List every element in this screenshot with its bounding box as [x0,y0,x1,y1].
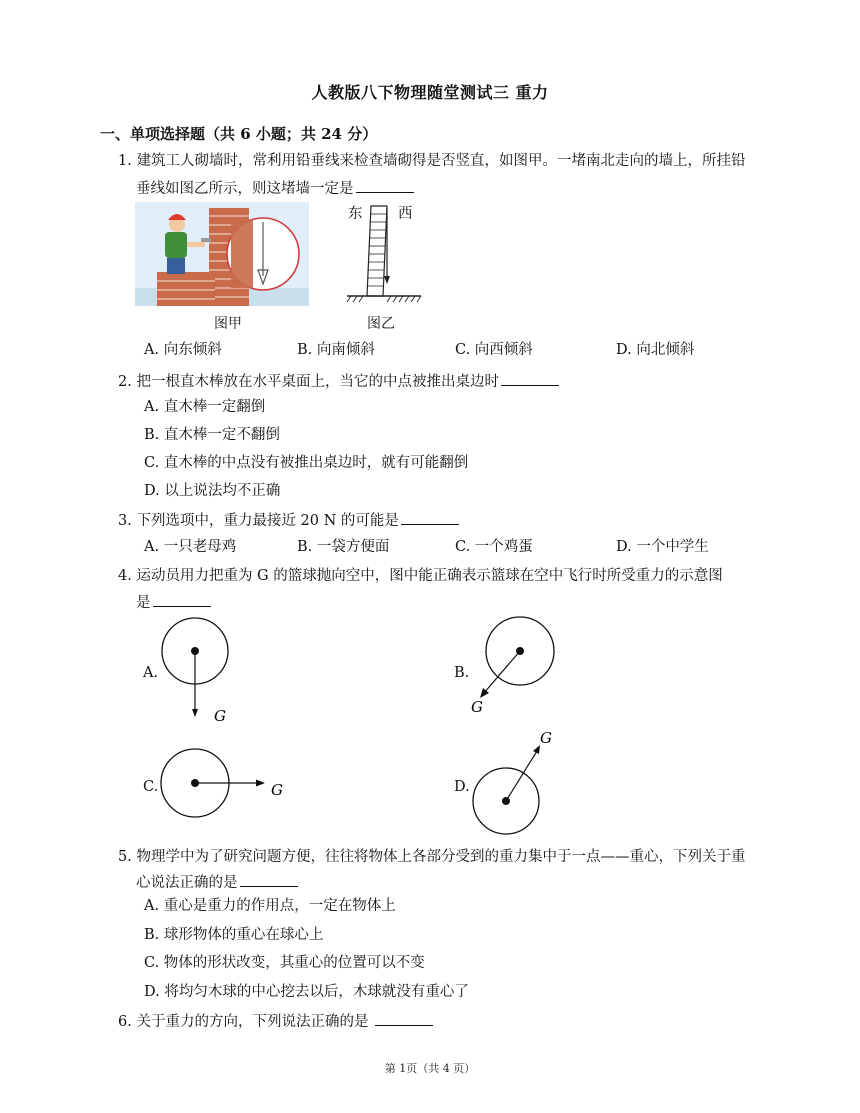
q1-line-2 [136,178,414,199]
q3-stem: 3. 下列选项中，重力最接近 20 N 的可能是 [118,513,399,529]
gravity-label: G [214,707,226,725]
gravity-label: G [471,698,483,716]
q5-option-a[interactable]: A. 重心是重力的作用点，一定在物体上 [144,898,396,914]
figure-yi-caption: 图乙 [367,316,395,332]
answer-blank [501,371,559,386]
answer-blank [240,872,298,887]
q4-line-2 [136,592,211,613]
q5-option-c[interactable]: C. 物体的形状改变，其重心的位置可以不变 [144,955,425,971]
q4-diagram-d[interactable] [470,727,570,839]
q4-label-c[interactable]: C. [143,779,159,795]
gravity-label: G [540,729,552,747]
q4-diagram-a[interactable] [158,615,248,725]
q2-option-a[interactable]: A. 直木棒一定翻倒 [144,399,266,415]
east-label: 东 [348,206,363,222]
q2-option-c[interactable]: C. 直木棒的中点没有被推出桌边时，就有可能翻倒 [144,455,469,471]
answer-blank [375,1011,433,1026]
q2-option-d[interactable]: D. 以上说法均不正确 [144,483,281,499]
q2-stem: 2. 把一根直木棒放在水平桌面上，当它的中点被推出桌边时 [118,374,499,390]
q6-stem: 6. 关于重力的方向，下列说法正确的是 [118,1014,369,1030]
q4-diagram-c[interactable] [158,745,298,825]
q1-line-1: 1. 建筑工人砌墙时，常利用铅垂线来检查墙砌得是否竖直，如图甲。一堵南北走向的墙上，所挂铅 [118,153,746,169]
q3-option-b[interactable]: B. 一袋方便面 [297,539,390,555]
q4-label-b[interactable]: B. [454,665,470,681]
q4-diagram-b[interactable] [466,614,566,718]
q4-line-1: 4. 运动员用力把重为 G 的篮球抛向空中，图中能正确表示篮球在空中飞行时所受重力的示意图 [118,568,723,584]
q3-option-c[interactable]: C. 一个鸡蛋 [455,539,533,555]
q4-stem-end: 是 [136,595,151,611]
q4-label-a[interactable]: A. [143,665,159,681]
answer-blank [401,510,459,525]
q1-option-a[interactable]: A. 向东倾斜 [144,342,222,358]
page-title: 人教版八下物理随堂测试三 重力 [311,83,549,102]
q1-option-c[interactable]: C. 向西倾斜 [455,342,533,358]
page-footer: 第 1页（共 4 页） [384,1062,476,1075]
west-label: 西 [398,206,413,222]
figure-jia-bricklayer [135,202,309,306]
answer-blank [153,592,211,607]
q1-option-d[interactable]: D. 向北倾斜 [616,342,695,358]
figure-jia-caption: 图甲 [214,316,242,332]
answer-blank [356,178,414,193]
figure-yi-plumb-line [345,204,425,304]
q6-line-1 [118,1011,433,1032]
section-heading: 一、单项选择题（共 6 小题；共 24 分） [100,125,378,143]
q3-line-1 [118,510,459,531]
q5-stem-end: 心说法正确的是 [136,875,238,891]
q5-line-1: 5. 物理学中为了研究问题方便，往往将物体上各部分受到的重力集中于一点——重心，下列关于重 [118,849,746,865]
q2-line-1 [118,371,559,392]
gravity-label: G [271,781,283,799]
q4-label-d[interactable]: D. [454,779,470,795]
q5-option-b[interactable]: B. 球形物体的重心在球心上 [144,927,324,943]
q5-option-d[interactable]: D. 将均匀木球的中心挖去以后，木球就没有重心了 [144,984,469,1000]
q2-option-b[interactable]: B. 直木棒一定不翻倒 [144,427,280,443]
q5-line-2 [136,872,298,893]
q1-stem-end: 垂线如图乙所示，则这堵墙一定是 [136,181,354,197]
q3-option-a[interactable]: A. 一只老母鸡 [144,539,237,555]
q3-option-d[interactable]: D. 一个中学生 [616,539,709,555]
q1-option-b[interactable]: B. 向南倾斜 [297,342,375,358]
